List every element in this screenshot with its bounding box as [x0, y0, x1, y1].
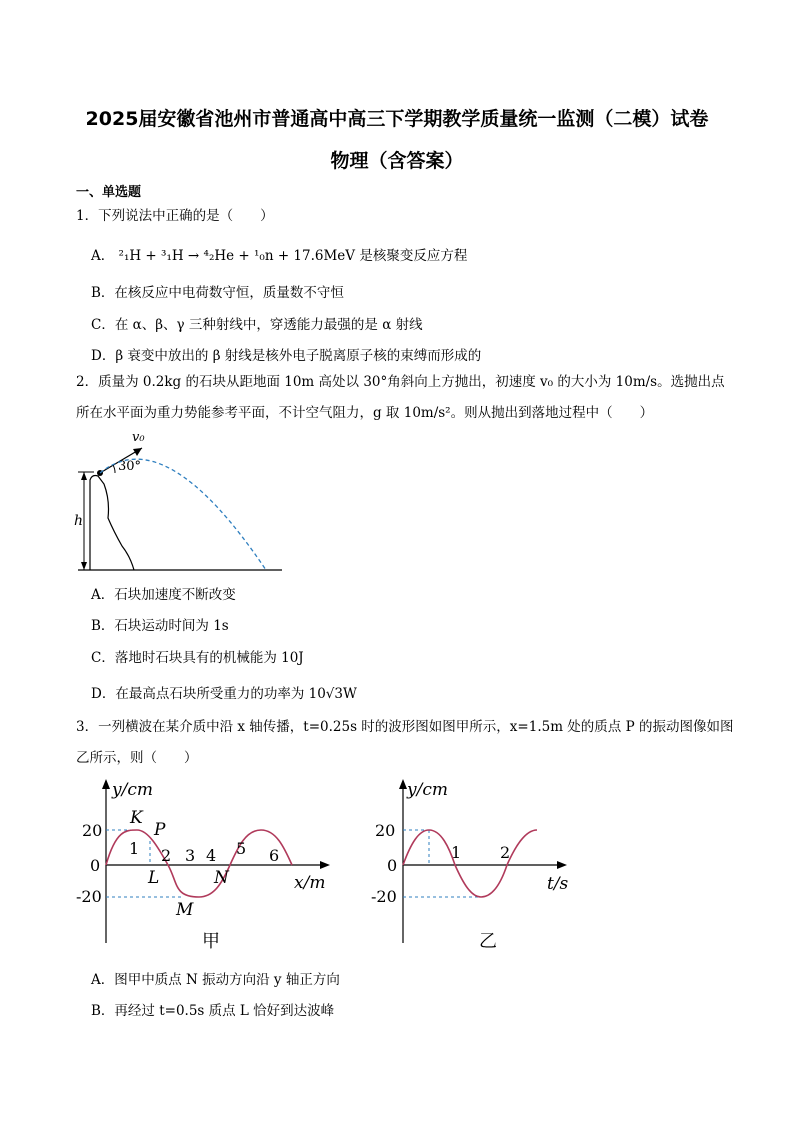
point-K: K	[130, 808, 143, 828]
q2-option-a: A．石块加速度不断改变	[91, 587, 236, 603]
yi-caption: 乙	[479, 931, 497, 952]
jia-ylabel: y/cm	[112, 780, 153, 800]
q2-option-b: B．石块运动时间为 1s	[91, 618, 229, 634]
q2-stem: 2．质量为 0.2kg 的石块从距地面 10m 高处以 30°角斜向上方抛出，初速度 v₀ 的大小为 10m/s。选抛出点所在水平面为重力势能参考平面，不计空气阻力，g 取 10m/s²。则从抛出到落地过程中（ ）	[76, 374, 725, 421]
jia-caption: 甲	[202, 931, 220, 952]
q1-option-c: C．在 α、β、γ 三种射线中，穿透能力最强的是 α 射线	[91, 317, 423, 333]
cliff-outline	[90, 476, 134, 571]
point-L: L	[148, 868, 160, 888]
q3-option-b: B．再经过 t=0.5s 质点 L 恰好到达波峰	[91, 1003, 335, 1019]
jia-ytick-20: 20	[82, 821, 103, 840]
document-title: 2025届安徽省池州市普通高中高三下学期教学质量统一监测（二模）试卷	[85, 108, 709, 130]
yi-ytick-20: 20	[375, 821, 396, 840]
section-heading: 一、单选题	[76, 185, 142, 200]
yi-ytick-0: 0	[387, 856, 398, 875]
jia-ytick-0: 0	[90, 856, 101, 875]
jia-xtick-5: 5	[236, 839, 247, 858]
point-N: N	[214, 868, 229, 888]
wave-graph-jia	[76, 775, 346, 955]
q1-option-a-text: 是核聚变反应方程	[359, 248, 468, 264]
trajectory	[100, 459, 266, 570]
jia-xtick-6: 6	[269, 846, 280, 865]
q1-option-a	[91, 244, 467, 264]
q3-option-a: A．图甲中质点 N 振动方向沿 y 轴正方向	[91, 972, 340, 988]
q3-stem: 3．一列横波在某介质中沿 x 轴传播，t=0.25s 时的波形图如图甲所示，x=1.5m 处的质点 P 的振动图像如图乙所示，则（ ）	[76, 719, 734, 766]
jia-xtick-2: 2	[161, 846, 172, 865]
jia-xlabel: x/m	[294, 873, 326, 893]
yi-ylabel: y/cm	[407, 780, 448, 800]
jia-ytick-neg20: -20	[76, 887, 102, 906]
yi-wave	[403, 830, 537, 897]
q2-option-d: D．在最高点石块所受重力的功率为 10√3W	[91, 686, 357, 702]
projectile-figure	[70, 428, 290, 574]
jia-xtick-4: 4	[206, 846, 217, 865]
v0-label: v₀	[132, 430, 145, 445]
vibration-graph-yi	[369, 775, 579, 955]
q2-option-c: C．落地时石块具有的机械能为 10J	[91, 650, 304, 666]
yi-ytick-neg20: -20	[371, 887, 397, 906]
document-subtitle: 物理（含答案）	[330, 150, 464, 172]
yi-xtick-1: 1	[451, 843, 462, 862]
jia-xtick-1: 1	[129, 839, 140, 858]
height-label: h	[74, 513, 84, 529]
yi-xlabel: t/s	[547, 874, 569, 894]
jia-xtick-3: 3	[185, 846, 196, 865]
q1-option-a-label: A．	[91, 248, 115, 264]
q1-option-d: D．β 衰变中放出的 β 射线是核外电子脱离原子核的束缚而形成的	[91, 348, 482, 364]
yi-xtick-2: 2	[500, 843, 511, 862]
q1-option-b: B．在核反应中电荷数守恒，质量数不守恒	[91, 285, 344, 301]
q1-equation: ²₁H + ³₁H → ⁴₂He + ¹₀n + 17.6MeV	[118, 248, 356, 264]
point-P: P	[154, 820, 166, 840]
angle-label: 30°	[118, 459, 142, 474]
point-M: M	[176, 900, 194, 920]
q1-stem: 1．下列说法中正确的是（ ）	[76, 208, 274, 224]
